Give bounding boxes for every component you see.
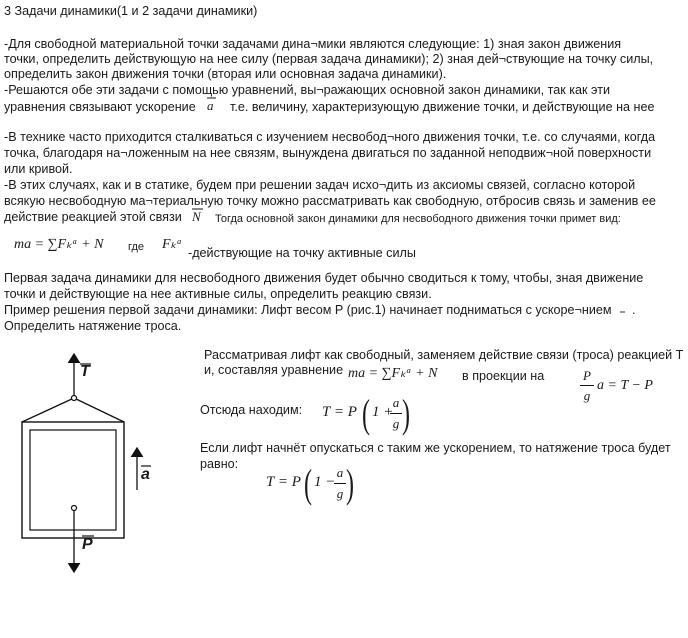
para2-line-2: точка, благодаря на¬ложенным на нее связям, вынуждена двигаться по заданной неподвиж¬ной поверхности xyxy=(4,146,652,160)
descend-open-paren: ( xyxy=(304,461,312,506)
vector-a-symbol: a xyxy=(207,98,214,113)
descend-one-minus: 1 − xyxy=(314,474,336,490)
para2-line-4: -В этих случаях, как и в статике, будем при решении задач исхо¬дить из аксиомы связей, согласно которой xyxy=(4,178,636,192)
descend-frac-den: g xyxy=(336,486,344,501)
para2-small-note: Тогда основной закон динамики для несвободного движения точки примет вид: xyxy=(215,213,621,225)
descend-line-2: равно: xyxy=(200,457,239,471)
para1-line-5a: уравнения связывают ускорение xyxy=(4,100,196,114)
label-P: P xyxy=(82,536,93,553)
solution-projection-label: в проекции на xyxy=(462,369,545,383)
para1-line-3: определить закон движения точки (вторая или основная задача динамики). xyxy=(4,67,447,81)
center-of-mass xyxy=(72,506,77,511)
para2-line-5: всякую несвободную ма¬териальную точку можно рассматривать как свободную, отбросив связь и заменив ее xyxy=(4,194,656,208)
result-label: Отсюда находим: xyxy=(200,403,303,417)
result-close-paren: ) xyxy=(402,391,410,436)
descend-frac-num: a xyxy=(336,465,344,480)
para3-line-1: Первая задача динамики для несвободного движения будет обычно сводиться к тому, чтобы, зная движение xyxy=(4,271,644,285)
result-frac-den: g xyxy=(392,416,400,431)
para1-line-4: -Решаются обе эти задачи с помощью уравнений, вы¬ражающих основной закон динамики, так как эти xyxy=(4,83,610,97)
proj-frac-num: P xyxy=(583,368,591,383)
hook-point xyxy=(72,396,77,401)
solution-line-1: Рассматривая лифт как свободный, заменяем действие связи (троса) реакцией T xyxy=(204,348,684,362)
para3-dot: . xyxy=(632,303,636,317)
proj-frac-line xyxy=(580,385,594,386)
result-one-plus: 1 + xyxy=(372,404,394,420)
label-T: T xyxy=(80,363,90,380)
para2-line-1: -В технике часто приходится сталкиваться с изучением несвобод¬ного движения точки, т.е. со случаями, когда xyxy=(4,130,656,144)
result-frac-num: a xyxy=(392,395,400,410)
result-open-paren: ( xyxy=(362,391,370,436)
para3-line-3: Пример решения первой задачи динамики: Лифт весом P (рис.1) начинает подниматься с ускоре¬нием xyxy=(4,303,612,317)
cabin-outer xyxy=(22,422,124,538)
para1-line-5b: т.е. величину, характеризующую движение точки, и действующие на нее xyxy=(230,100,655,114)
descend-frac-line xyxy=(334,483,346,484)
proj-rhs: a = T − P xyxy=(597,378,653,393)
descend-lhs: T = P xyxy=(266,474,301,490)
vector-N-symbol: N xyxy=(192,209,201,224)
para2-line-6a: действие реакцией этой связи xyxy=(4,210,182,224)
para1-line-1: -Для свободной материальной точки задачами дина¬мики являются следующие: 1) зная закон движения xyxy=(4,37,622,51)
result-lhs: T = P xyxy=(322,404,357,420)
para1-line-2: точки, определить действующую на нее силу (первая задача динамики); 2) зная дей¬ствующие на точку силы, xyxy=(4,52,654,66)
descend-line-1: Если лифт начнёт опускаться с таким же ускорением, то натяжение троса будет xyxy=(200,441,671,455)
solution-line-2: и, составляя уравнение xyxy=(204,363,344,377)
label-a: a xyxy=(141,466,150,483)
result-frac-line xyxy=(390,413,402,414)
cable-lines xyxy=(22,398,124,422)
eq-where-label: где xyxy=(128,241,145,253)
para3-line-2: точки и действующие на нее активные силы, определить реакцию связи. xyxy=(4,287,432,301)
page-title: 3 Задачи динамики(1 и 2 задачи динамики) xyxy=(4,4,258,18)
main-equation: ma = ∑Fₖᵃ + N xyxy=(14,237,104,252)
cabin-inner xyxy=(30,430,116,530)
proj-frac-den: g xyxy=(583,388,591,403)
active-force-description: -действующие на точку активные силы xyxy=(188,246,416,260)
solution-equation: ma = ∑Fₖᵃ + N xyxy=(348,366,438,381)
para3-line-4: Определить натяжение троса. xyxy=(4,319,182,333)
active-force-symbol: Fₖᵃ xyxy=(162,237,183,252)
descend-close-paren: ) xyxy=(346,461,354,506)
para2-line-3: или кривой. xyxy=(4,162,73,176)
